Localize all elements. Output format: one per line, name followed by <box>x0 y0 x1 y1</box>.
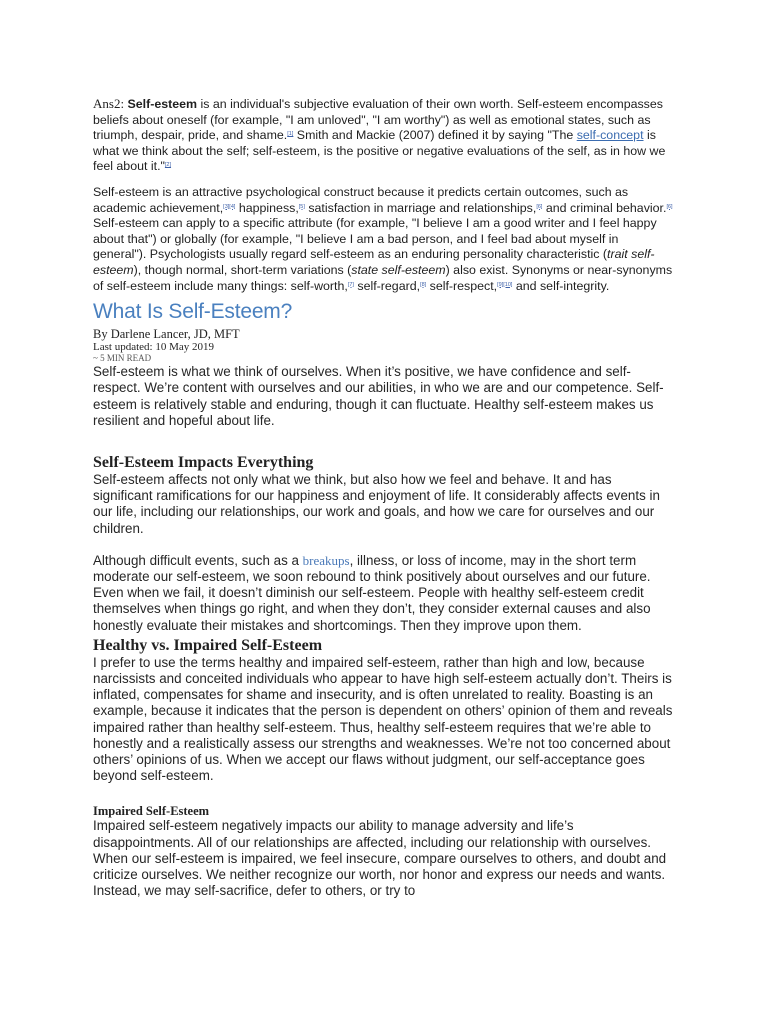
term-self-esteem: Self-esteem <box>127 97 198 111</box>
text-run: Smith and Mackie (2007) defined it by saying "The <box>293 128 577 143</box>
answer-label: Ans2: <box>93 96 125 111</box>
term-state-self-esteem: state self-esteem <box>351 262 446 277</box>
text-run: , illness, or loss of income, may in the short term moderate our self-esteem, we soon rebound to think positively about ourselves and our future. Even when we fail, it doesn’t diminish our self-esteem. People with healthy self-esteem credit themselves when things go right, and when they don’t, they consider external causes and also honestly evaluate their mistakes and shortcomings. Then they improve upon them. <box>93 552 651 633</box>
text-run: Although difficult events, such as a <box>93 552 303 568</box>
byline: By Darlene Lancer, JD, MFT <box>93 327 240 342</box>
citation-1[interactable]: [1] <box>287 131 294 138</box>
read-time: ~ 5 MIN READ <box>93 353 152 364</box>
heading-healthy-vs-impaired: Healthy vs. Impaired Self-Esteem <box>93 636 323 654</box>
intro-paragraph: Self-esteem is what we think of ourselves. When it’s positive, we have confidence and self-respect. We’re content with ourselves and our abilities, in who we are and our competence. Self-esteem is relatively stable and enduring, though it can fluctuate. Healthy self-esteem makes us resilient and hopeful about life. <box>93 364 664 428</box>
text-run: is what we think about the self; self-esteem, is the positive or negative evaluations of the self, as in how we feel about it." <box>93 128 666 174</box>
heading-impacts: Self-Esteem Impacts Everything <box>93 453 314 471</box>
citation-9-10[interactable]: [9][10] <box>497 281 513 288</box>
heading-impaired: Impaired Self-Esteem <box>93 804 210 819</box>
impaired-paragraph: Impaired self-esteem negatively impacts our ability to manage adversity and life’s disappointments. All of our relationships are affected, including our relationship with ourselves. When our self-esteem is impaired, we feel insecure, compare ourselves to others, and doubt and criticize ourselves. We neither recognize our worth, nor honor and express our needs and wants. Instead, we may self-sacrifice, defer to others, or try to <box>93 818 667 899</box>
term-trait-self-esteem: trait self-esteem <box>93 247 655 277</box>
healthy-paragraph: I prefer to use the terms healthy and impaired self-esteem, rather than high and low, because narcissists and conceited individuals who appear to have high self-esteem actually don’t. Theirs is inflated, compensates for shame and insecurity, and is often unrelated to reality. Boasting is an example, because it indicates that the person is dependent on others’ opinion of them and reveals impaired rather than healthy self-esteem. Thus, healthy self-esteem requires that we’re able to honestly and a realistically assess our strengths and weaknesses. We’re not too concerned about others’ opinions of us. When we accept our flaws without judgment, our self-acceptance goes beyond self-esteem. <box>93 654 673 784</box>
article-title: What Is Self-Esteem? <box>93 300 293 324</box>
text-run: Self-esteem is an attractive psychological construct because it predicts certain outcomes, such as academic achievement, <box>93 184 629 215</box>
citation-7[interactable]: [7] <box>347 281 354 288</box>
impacts-paragraph-2 <box>93 553 673 634</box>
last-updated: Last updated: 10 May 2019 <box>93 341 214 354</box>
text-run: and self-integrity. <box>512 278 610 293</box>
link-self-concept[interactable]: self-concept <box>576 128 644 143</box>
citation-3-4[interactable]: [3][4] <box>223 203 236 210</box>
citation-8[interactable]: [8] <box>420 281 427 288</box>
impacts-paragraph-1: Self-esteem affects not only what we think, but also how we feel and behave. It and has significant ramifications for our happiness and enjoyment of life. It considerably affects events in our life, including our relationships, our work and goals, and how we care for ourselves and our children. <box>93 471 660 536</box>
text-run: happiness, <box>235 200 299 215</box>
citation-6b[interactable]: [6] <box>666 203 673 210</box>
document-content <box>93 96 673 899</box>
citation-5[interactable]: [5] <box>298 203 305 210</box>
text-run: is an individual's subjective evaluation of their own worth. Self-esteem encompasses beliefs about oneself (for example, "I am unloved", "I am worthy") as well as emotional states, such as triumph, despair, pride, and shame. <box>93 97 663 143</box>
citation-6[interactable]: [6] <box>536 203 543 210</box>
ans2-paragraph-1 <box>93 96 673 175</box>
citation-2[interactable]: [2] <box>164 162 172 169</box>
text-run: self-respect, <box>426 278 498 293</box>
text-run: ) also exist. Synonyms or near-synonyms of self-esteem include many things: self-worth, <box>93 262 673 293</box>
text-run: Self-esteem can apply to a specific attribute (for example, "I believe I am a good writer and I feel happy about that") or globally (for example, "I believe I am a bad person, and I feel bad about myself in general"). Psychologists usually regard self-esteem as an enduring personality characteristic ( <box>93 216 657 262</box>
text-run: ), though normal, short-term variations ( <box>133 262 352 277</box>
ans2-paragraph-2 <box>93 185 673 294</box>
text-run: self-regard, <box>353 278 421 293</box>
text-run: satisfaction in marriage and relationships, <box>304 200 537 215</box>
link-breakups[interactable]: breakups <box>302 552 350 568</box>
text-run: and criminal behavior. <box>542 200 667 215</box>
